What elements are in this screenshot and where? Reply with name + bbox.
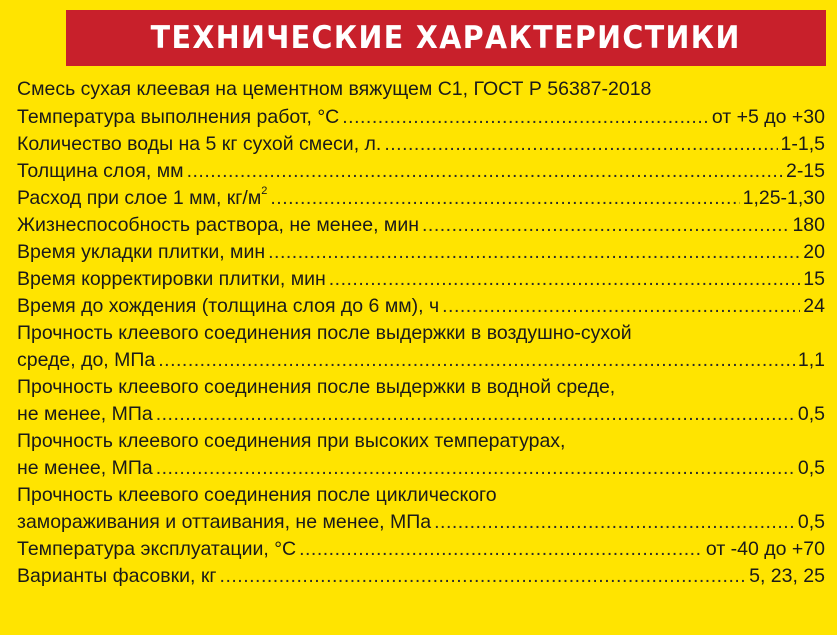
dot-leader (342, 104, 709, 131)
spec-item-water-amount (17, 131, 825, 158)
spec-item-walking-time (17, 293, 825, 320)
spec-value: 5, 23, 25 (749, 565, 825, 587)
dot-leader (384, 131, 777, 158)
spec-item-strength-water (17, 374, 825, 428)
spec-value: 15 (803, 268, 825, 290)
spec-value: 24 (803, 295, 825, 317)
product-description: Смесь сухая клеевая на цементном вяжущем С1, ГОСТ Р 56387-2018 (17, 78, 652, 100)
dot-leader (270, 185, 739, 212)
spec-label: Количество воды на 5 кг сухой смеси, л. (17, 133, 382, 155)
spec-value: 20 (803, 241, 825, 263)
spec-label: Жизнеспособность раствора, не менее, мин (17, 214, 419, 236)
spec-label: Время корректировки плитки, мин (17, 268, 326, 290)
spec-item-laying-time (17, 239, 825, 266)
spec-item-pot-life (17, 212, 825, 239)
spec-value: 0,5 (797, 403, 825, 425)
spec-label-line1: Прочность клеевого соединения после циклического (17, 484, 497, 506)
dot-leader (158, 347, 795, 374)
spec-item-service-temperature (17, 536, 825, 563)
spec-label: Время укладки плитки, мин (17, 241, 266, 263)
spec-value: 1,25-1,30 (742, 187, 825, 209)
dot-leader (442, 293, 800, 320)
spec-item-consumption (17, 185, 825, 212)
spec-label: замораживания и оттаивания, не менее, МПа (17, 511, 432, 533)
dot-leader (329, 266, 801, 293)
dot-leader (220, 563, 747, 590)
spec-value: 0,5 (797, 511, 825, 533)
dot-leader (156, 455, 795, 482)
spec-label: Температура выполнения работ, °С (17, 106, 340, 128)
spec-item-correction-time (17, 266, 825, 293)
spec-label: не менее, МПа (17, 457, 153, 479)
dot-leader (422, 212, 789, 239)
spec-item-strength-high-temp (17, 428, 825, 482)
spec-label: Толщина слоя, мм (17, 160, 184, 182)
spec-value: 1-1,5 (780, 133, 825, 155)
spec-label: среде, до, МПа (17, 349, 156, 371)
spec-value: 180 (792, 214, 825, 236)
spec-label: Температура эксплуатации, °С (17, 538, 297, 560)
dot-leader (268, 239, 800, 266)
superscript: 2 (261, 184, 268, 197)
spec-label: Варианты фасовки, кг (17, 565, 217, 587)
spec-item-layer-thickness (17, 158, 825, 185)
spec-value: от -40 до +70 (705, 538, 825, 560)
spec-value: 1,1 (797, 349, 825, 371)
dot-leader (156, 401, 795, 428)
spec-list (17, 104, 825, 590)
spec-label: не менее, МПа (17, 403, 153, 425)
spec-item-work-temperature (17, 104, 825, 131)
dot-leader (299, 536, 703, 563)
page-title: ТЕХНИЧЕСКИЕ ХАРАКТЕРИСТИКИ (150, 20, 742, 56)
spec-label-line1: Прочность клеевого соединения при высоких температурах, (17, 430, 566, 452)
title-banner (66, 10, 826, 66)
dot-leader (434, 509, 795, 536)
spec-value: 0,5 (797, 457, 825, 479)
spec-item-strength-air-dry (17, 320, 825, 374)
spec-value: от +5 до +30 (711, 106, 825, 128)
spec-label-line1: Прочность клеевого соединения после выдержки в воздушно-сухой (17, 322, 632, 344)
spec-label: Расход при слое 1 мм, $кг/м^2$ (17, 184, 268, 209)
spec-item-strength-freeze-thaw (17, 482, 825, 536)
spec-value: 2-15 (785, 160, 825, 182)
dot-leader (187, 158, 783, 185)
spec-item-packaging (17, 563, 825, 590)
spec-label-line1: Прочность клеевого соединения после выдержки в водной среде, (17, 376, 616, 398)
spec-label: Время до хождения (толщина слоя до 6 мм), ч (17, 295, 440, 317)
